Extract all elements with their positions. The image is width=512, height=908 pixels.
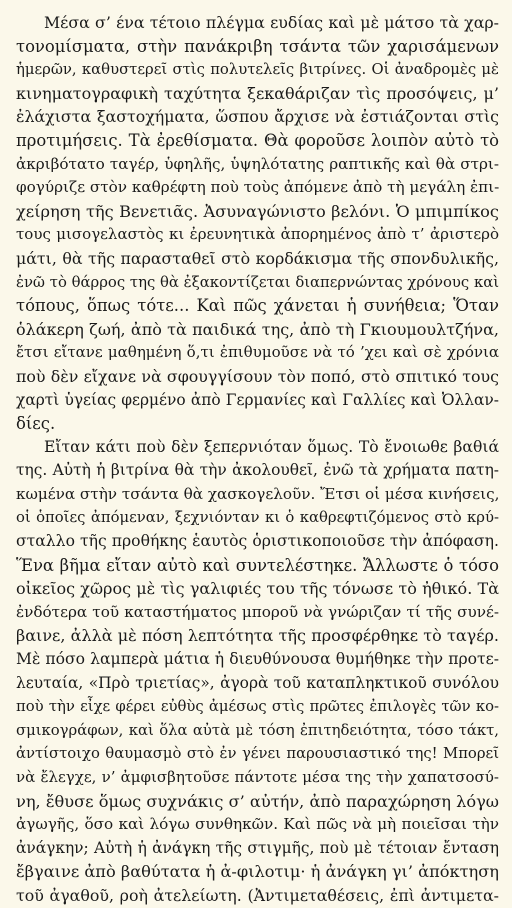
text-line: φογύριζε στὸν καθρέφτη ποὺ τοὺς ἀπόμενε ἀπὸ τὴ μεγάλη ἐπι- xyxy=(16,178,499,197)
text-line: της. Αὐτὴ ἡ βιτρίνα θὰ τὴν ἀκολουθεῖ, ἐνῶ τὰ χρήματα πατη- xyxy=(16,461,499,480)
text-line: ἐνῶ τὸ θάρρος της θὰ ἐξακοντίζεται διαπερνώντας χρόνους καὶ xyxy=(16,273,499,291)
text-line: ἀντίστοιχο θαυμασμὸ στὸ ἐν γένει παρουσιαστικό της! Μπορεῖ xyxy=(16,745,499,763)
text-line: ἐλάχιστα ξαστοχήματα, ὥσπου ἄρχισε νὰ ἐστιάζονται στὶς xyxy=(16,107,499,127)
text-line: ἀγωγῆς, ὅσο καὶ λόγω συνθηκῶν. Καὶ πῶς νὰ μὴ ποιεῖσαι τὴν xyxy=(16,815,499,834)
text-line: ποὺ τὴν εἶχε φέρει εὐθὺς ἀμέσως στὶς πρῶτες ἐπιλογὲς τῶν κο- xyxy=(16,698,499,716)
text-line: κωμένα στὴν τσάντα θὰ χασκογελοῦν. Ἔτσι οἱ μέσα κινήσεις, xyxy=(16,484,499,503)
text-line: ἐνδότερα τοῦ καταστήματος μποροῦ νὰ γνώριζαν τί τῆς συνέ- xyxy=(16,602,499,621)
text-line: βαινε, ἀλλὰ μὲ πόση λεπτότητα τῆς προσφέρθηκε τὸ ταγέρ. xyxy=(16,626,499,646)
text-line: λευταία, «Πρὸ τριετίας», ἀγορὰ τοῦ καταπληκτικοῦ συνόλου xyxy=(16,673,499,692)
text-line: ἡμερῶν, καθυστερεῖ στὶς πολυτελεῖς βιτρίνες. Οἱ ἀναδρομὲς μὲ xyxy=(16,61,499,79)
text-line: νὰ ἔλεγχε, ν’ ἀμφισβητοῦσε πάντοτε μέσα της τὴν χαπατσοσύ- xyxy=(16,768,499,786)
text-line: ἔβγαινε ἀπὸ βαθύτατα ἡ ἀ-φιλοτιμ· ἡ ἀνάγκη γι’ ἀπόκτηση xyxy=(16,862,499,882)
text-line: σταλλο τῆς προθήκης ἑαυτὸς ὁριστικοποιοῦσε τὴν ἀπόφαση. xyxy=(16,532,499,551)
text-line: τόπους, ὅπως τότε... Καὶ πῶς χάνεται ἡ συνήθεια; Ὅταν xyxy=(16,296,499,316)
text-line: ἔτσι εἴτανε μαθημένη ὅ,τι ἐπιθυμοῦσε νὰ τό ’χει καὶ σὲ χρόνια xyxy=(16,343,499,362)
text-line: μάτι, θὰ τῆς παρασταθεῖ στὸ κορδάκισμα τῆς σπονδυλικῆς, xyxy=(16,248,499,268)
text-line: Μέσα σ’ ένα τέτοιο πλέγμα ευδίας καὶ μὲ μάτσο τὰ χαρ- xyxy=(44,13,499,32)
text-line: οἱ ὁποῖες ἀπόμεναν, ξεχνιόνταν κι ὁ καθρεφτιζόμενος στὸ κρύ- xyxy=(16,509,499,527)
text-line: Ἕνα βῆμα εἴταν αὐτὸ καὶ συντελέστηκε. Ἄλλωστε ὁ τόσο xyxy=(16,555,499,575)
text-line: τονομίσματα, στὴν πανάκριβη τσάντα τῶν χαρισάμενων xyxy=(16,36,499,56)
text-line: τους μισογελαστὸς κι ἐρευνητικὰ ἀπορημένος ἀπὸ τ’ ἀριστερὸ xyxy=(16,225,499,244)
text-line: κινηματογραφικὴ ταχύτητα ξεκαθάριζαν τὶς προσόψεις, μ’ xyxy=(16,83,499,103)
text-line: οἰκεῖος χῶρος μὲ τὶς γαλιφιές του τῆς τόνωσε τὸ ἠθικό. Τὰ xyxy=(16,579,499,599)
paragraph-1 xyxy=(16,11,499,436)
text-line: Εἴταν κάτι ποὺ δὲν ξεπερνιόταν ὅμως. Τὸ ἔνοιωθε βαθιά xyxy=(44,437,499,456)
text-line: σμικογράφων, καὶ ὅλα αὐτὰ μὲ τόση ἐπιτηδειότητα, τόσο τάκτ, xyxy=(16,721,499,739)
text-line: τοῦ ἀγαθοῦ, ροὴ ἀτελείωτη. (Ἀντιμεταθέσεις, ἐπὶ ἀντιμετα- xyxy=(16,885,499,905)
paragraph-2 xyxy=(16,436,499,908)
text-line: ἀνάγκην; Αὐτὴ ἡ ἀνάγκη τῆς στιγμῆς, ποὺ μὲ τέτοιαν ἔνταση xyxy=(16,838,499,857)
text-line: χαρτὶ ὑγείας φερμένο ἀπὸ Γερμανίες καὶ Γαλλίες καὶ Ὀλλαν- xyxy=(16,390,499,409)
text-line: ἀκριβότατο ταγέρ, ὑφηλῆς, ὑψηλότατης ραπτικῆς καὶ θὰ στρι- xyxy=(16,154,499,173)
text-line: χείρηση τῆς Βενετιᾶς. Ἀσυναγώνιστο βελόνι. Ὁ μπιμπίκος xyxy=(16,201,499,221)
text-line: ποὺ δὲν εἴχανε νὰ σφουγγίσουν τὸν ποπό, στὸ σπιτικό τους xyxy=(16,366,499,386)
text-line: νη, ἔθυσε ὅμως συχνάκις σ’ αὐτήν, ἀπὸ παραχώρηση λόγω xyxy=(16,791,499,811)
text-line: δίες. xyxy=(16,414,56,434)
text-line: ὁλάκερη ζωή, ἀπὸ τὰ παιδικά της, ἀπὸ τὴ Γκιουμουλτζήνα, xyxy=(16,319,499,339)
text-line: προτιμήσεις. Τὰ ἐρεθίσματα. Θὰ φοροῦσε λοιπὸν αὐτὸ τὸ xyxy=(16,130,499,150)
text-line: Μὲ πόσο λαμπερὰ μάτια ἡ διευθύνουσα θυμήθηκε τὴν προτε- xyxy=(16,650,499,669)
